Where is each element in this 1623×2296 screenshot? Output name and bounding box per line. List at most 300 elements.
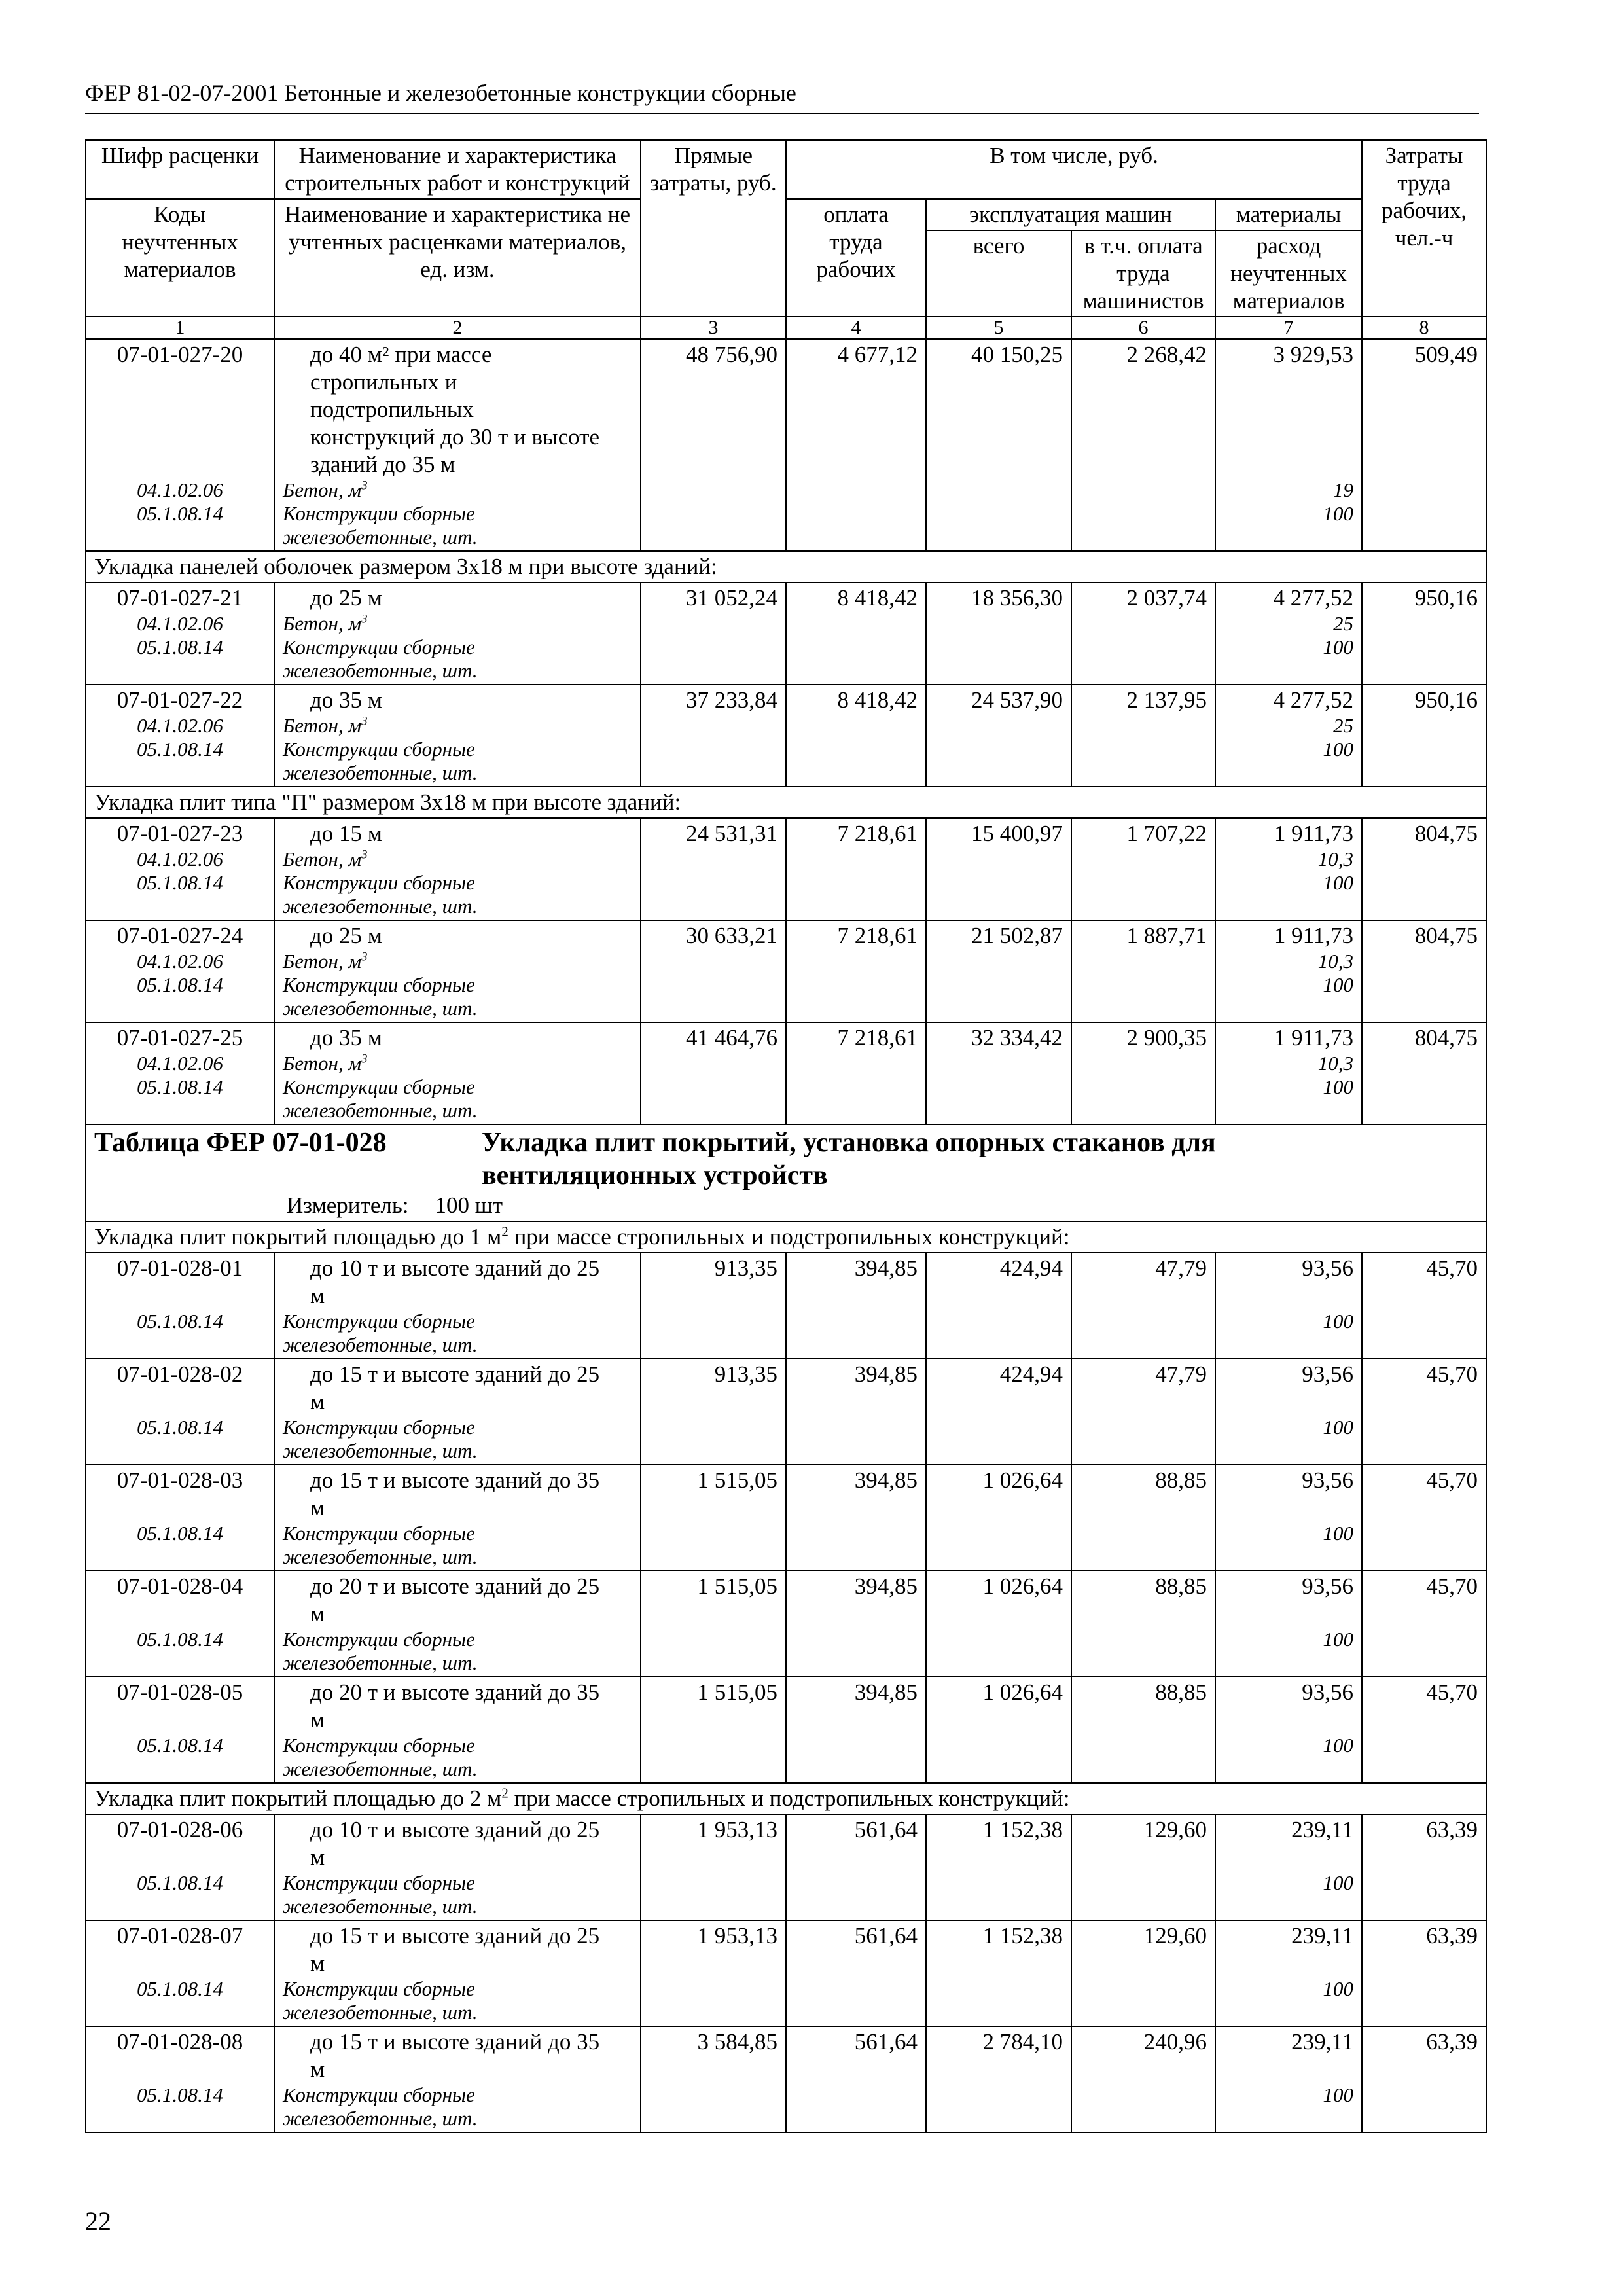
materials-cell	[1215, 1022, 1362, 1124]
precast-qty: 100	[1323, 1871, 1354, 1894]
spacer	[1224, 1600, 1353, 1628]
labor-pay-cell	[786, 920, 926, 1022]
materials-cost: 1 911,73	[1274, 923, 1354, 948]
labor-pay: 394,85	[854, 1573, 918, 1599]
material-name: Конструкции сборные	[283, 1734, 475, 1757]
direct-cost: 3 584,85	[697, 2029, 777, 2054]
precast-qty: 100	[1323, 1734, 1354, 1757]
superscript: 3	[361, 950, 368, 964]
table-row	[86, 920, 1486, 1022]
spacer	[94, 1282, 266, 1310]
material-name: железобетонные, шт.	[283, 659, 478, 682]
direct-cost: 41 464,76	[686, 1025, 777, 1050]
labor-pay-cell	[786, 1253, 926, 1359]
superscript: 3	[361, 848, 368, 862]
machines-total-cell	[926, 920, 1071, 1022]
machines-total: 21 502,87	[971, 923, 1063, 948]
labor-hours-cell	[1362, 2026, 1486, 2132]
machines-total-cell	[926, 583, 1071, 685]
spacer	[1224, 1706, 1353, 1734]
col-mat-code-label: Коды неучтенных материалов	[86, 199, 274, 317]
materials-cost: 239,11	[1291, 1923, 1354, 1948]
direct-cost-cell	[641, 583, 786, 685]
direct-cost: 913,35	[714, 1255, 777, 1281]
machinists-pay-cell	[1071, 1253, 1215, 1359]
materials-cell	[1215, 685, 1362, 787]
superscript: 3	[361, 478, 368, 493]
col-mat-name-label: Наименование и характеристика не учтенных расценками материалов, ед. изм.	[274, 199, 641, 317]
col-labor-pay-label: оплата труда рабочих	[786, 199, 926, 317]
rate-name-line: м	[310, 1601, 325, 1626]
machines-total: 32 334,42	[971, 1025, 1063, 1050]
rate-name-line: м	[310, 1844, 325, 1870]
labor-hours-cell	[1362, 1920, 1486, 2026]
rate-code-cell	[86, 339, 274, 551]
direct-cost: 48 756,90	[686, 342, 777, 367]
col-number: 5	[926, 317, 1071, 339]
labor-hours: 804,75	[1414, 821, 1478, 846]
machinists-pay: 2 037,74	[1126, 585, 1207, 611]
concrete-qty: 25	[1333, 612, 1354, 635]
spacer	[94, 1844, 266, 1871]
machinists-pay: 240,96	[1143, 2029, 1207, 2054]
rate-name-cell	[274, 818, 641, 920]
direct-cost: 24 531,31	[686, 821, 777, 846]
col-materials-sub-label: расход неучтенных материалов	[1215, 230, 1362, 317]
labor-pay: 394,85	[854, 1255, 918, 1281]
labor-hours: 950,16	[1414, 585, 1478, 611]
spacer	[94, 396, 266, 423]
material-code: 05.1.08.14	[137, 1310, 223, 1333]
material-name: Бетон, $м^3$	[283, 1052, 368, 1075]
col-incl-label: В том числе, руб.	[786, 140, 1362, 199]
labor-hours: 950,16	[1414, 687, 1478, 713]
rate-code-cell	[86, 1571, 274, 1677]
materials-cost: 4 277,52	[1273, 585, 1354, 611]
direct-cost-cell	[641, 339, 786, 551]
spacer	[94, 368, 266, 396]
machinists-pay: 2 137,95	[1126, 687, 1207, 713]
rate-code-cell	[86, 818, 274, 920]
spacer	[94, 1950, 266, 1977]
material-name: Конструкции сборные	[283, 1075, 475, 1098]
rate-code-cell	[86, 1920, 274, 2026]
section-row	[86, 787, 1486, 818]
materials-cell	[1215, 818, 1362, 920]
section-row	[86, 551, 1486, 583]
materials-cell	[1215, 1571, 1362, 1677]
direct-cost: 1 953,13	[697, 1817, 777, 1842]
labor-hours-cell	[1362, 818, 1486, 920]
machines-total: 424,94	[999, 1361, 1063, 1387]
labor-pay-cell	[786, 1677, 926, 1783]
labor-hours: 45,70	[1426, 1679, 1478, 1705]
precast-qty: 100	[1323, 1977, 1354, 2000]
table-row	[86, 339, 1486, 551]
material-name: Бетон, $м^3$	[283, 478, 368, 501]
rate-code: 07-01-028-03	[116, 1467, 243, 1493]
material-code: 05.1.08.14	[137, 1522, 223, 1545]
materials-cell	[1215, 920, 1362, 1022]
rate-name-cell	[274, 685, 641, 787]
material-code: 05.1.08.14	[137, 2083, 223, 2106]
labor-pay: 394,85	[854, 1679, 918, 1705]
machines-total-cell	[926, 1920, 1071, 2026]
measure-value: 100 шт	[435, 1193, 503, 1218]
spacer	[1224, 1950, 1353, 1977]
material-name: Конструкции сборные	[283, 2083, 475, 2106]
material-name: Конструкции сборные	[283, 1628, 475, 1651]
table-028-heading-row	[86, 1124, 1486, 1221]
col-machines-total-label: всего	[926, 230, 1071, 317]
rate-code: 07-01-027-21	[116, 585, 243, 611]
rate-code-cell	[86, 2026, 274, 2132]
rate-name-line: м	[310, 2056, 325, 2082]
labor-pay-cell	[786, 339, 926, 551]
rate-code: 07-01-027-22	[116, 687, 243, 713]
section-title: Укладка плит покрытий площадью до 1 $м^2$ при массе стропильных и подстропильных конструкций:	[86, 1221, 1486, 1253]
labor-hours: 63,39	[1426, 1923, 1478, 1948]
material-name: железобетонные, шт.	[283, 1895, 478, 1918]
machinists-pay: 2 900,35	[1126, 1025, 1207, 1050]
spacer	[1224, 451, 1353, 478]
precast-qty: 100	[1323, 738, 1354, 761]
rate-code: 07-01-027-25	[116, 1025, 243, 1050]
machinists-pay: 88,85	[1155, 1467, 1207, 1493]
direct-cost-cell	[641, 920, 786, 1022]
rate-code: 07-01-028-04	[116, 1573, 243, 1599]
labor-pay: 561,64	[854, 2029, 918, 2054]
material-code: 04.1.02.06	[137, 1052, 223, 1075]
machines-total: 1 152,38	[982, 1923, 1063, 1948]
col-number: 3	[641, 317, 786, 339]
rate-name-line: до 20 т и высоте зданий до 25	[310, 1573, 600, 1599]
rate-code: 07-01-027-23	[116, 821, 243, 846]
page-number: 22	[85, 2206, 111, 2236]
table-row	[86, 1814, 1486, 1920]
labor-pay-cell	[786, 1022, 926, 1124]
labor-hours-cell	[1362, 583, 1486, 685]
machines-total-cell	[926, 1677, 1071, 1783]
spacer	[94, 451, 266, 478]
machinists-pay-cell	[1071, 1920, 1215, 2026]
machines-total-cell	[926, 818, 1071, 920]
material-code: 04.1.02.06	[137, 612, 223, 635]
direct-cost-cell	[641, 1253, 786, 1359]
labor-pay: 7 218,61	[837, 1025, 918, 1050]
material-name: Конструкции сборные	[283, 973, 475, 996]
rate-name-line: до 15 т и высоте зданий до 35	[310, 1467, 600, 1493]
material-name: железобетонные, шт.	[283, 1099, 478, 1122]
table-row	[86, 1253, 1486, 1359]
rate-name-line: до 15 т и высоте зданий до 25	[310, 1361, 600, 1387]
spacer	[1224, 1388, 1353, 1416]
spacer	[94, 2056, 266, 2083]
material-name: Конструкции сборные	[283, 871, 475, 894]
direct-cost: 1 515,05	[697, 1679, 777, 1705]
spacer	[1224, 1494, 1353, 1522]
measure-label: Измеритель:	[287, 1193, 409, 1218]
material-code: 05.1.08.14	[137, 871, 223, 894]
machines-total: 424,94	[999, 1255, 1063, 1281]
rate-name-cell	[274, 1359, 641, 1465]
labor-pay-cell	[786, 1359, 926, 1465]
material-name: Конструкции сборные	[283, 738, 475, 761]
col-machines-label: эксплуатация машин	[926, 199, 1215, 230]
material-code: 05.1.08.14	[137, 1977, 223, 2000]
material-code: 05.1.08.14	[137, 1871, 223, 1894]
superscript: 3	[361, 612, 368, 626]
col-labor-cost-label: Затраты труда рабочих, чел.-ч	[1362, 140, 1486, 317]
material-code: 04.1.02.06	[137, 950, 223, 973]
col-materials-label: материалы	[1215, 199, 1362, 230]
materials-cost: 1 911,73	[1274, 1025, 1354, 1050]
direct-cost: 1 515,05	[697, 1467, 777, 1493]
rate-name-line: подстропильных	[310, 397, 474, 422]
labor-pay: 7 218,61	[837, 821, 918, 846]
materials-cost: 239,11	[1291, 1817, 1354, 1842]
labor-pay: 8 418,42	[837, 687, 918, 713]
labor-hours: 45,70	[1426, 1467, 1478, 1493]
rate-code-cell	[86, 1359, 274, 1465]
table-row	[86, 2026, 1486, 2132]
rate-name-line: до 25 м	[310, 923, 382, 948]
table-row	[86, 1571, 1486, 1677]
direct-cost-cell	[641, 1022, 786, 1124]
price-table	[85, 139, 1487, 2133]
rate-code-cell	[86, 1814, 274, 1920]
rate-name-cell	[274, 1022, 641, 1124]
material-code: 05.1.08.14	[137, 636, 223, 658]
material-code: 05.1.08.14	[137, 1734, 223, 1757]
col-number: 2	[274, 317, 641, 339]
machines-total: 1 026,64	[982, 1467, 1063, 1493]
section-row	[86, 1221, 1486, 1253]
machines-total-cell	[926, 1359, 1071, 1465]
direct-cost-cell	[641, 685, 786, 787]
machinists-pay-cell	[1071, 1814, 1215, 1920]
superscript: 2	[501, 1223, 508, 1240]
material-name: железобетонные, шт.	[283, 1545, 478, 1568]
rate-name-line: до 15 м	[310, 821, 382, 846]
machinists-pay: 47,79	[1155, 1255, 1207, 1281]
rate-name-cell	[274, 1920, 641, 2026]
materials-cell	[1215, 1920, 1362, 2026]
material-name: железобетонные, шт.	[283, 997, 478, 1020]
machines-total: 40 150,25	[971, 342, 1063, 367]
material-name: Бетон, $м^3$	[283, 612, 368, 635]
direct-cost-cell	[641, 818, 786, 920]
rate-name-cell	[274, 920, 641, 1022]
section-title: Укладка плит покрытий площадью до 2 $м^2$ при массе стропильных и подстропильных конструкций:	[86, 1783, 1486, 1814]
rate-name-cell	[274, 1253, 641, 1359]
material-name: Конструкции сборные	[283, 502, 475, 525]
machinists-pay-cell	[1071, 1677, 1215, 1783]
materials-cell	[1215, 1465, 1362, 1571]
labor-hours-cell	[1362, 920, 1486, 1022]
table-028-number: Таблица ФЕР 07-01-028	[94, 1128, 387, 1158]
table-028-name: Укладка плит покрытий, установка опорных стаканов для вентиляционных устройств	[482, 1128, 1216, 1191]
machines-total-cell	[926, 2026, 1071, 2132]
labor-pay-cell	[786, 2026, 926, 2132]
material-name: Конструкции сборные	[283, 1871, 475, 1894]
machinists-pay: 2 268,42	[1126, 342, 1207, 367]
precast-qty: 100	[1323, 1522, 1354, 1545]
labor-pay-cell	[786, 1571, 926, 1677]
machinists-pay-cell	[1071, 583, 1215, 685]
materials-cell	[1215, 1359, 1362, 1465]
material-code: 04.1.02.06	[137, 848, 223, 870]
materials-cell	[1215, 2026, 1362, 2132]
rate-name-cell	[274, 583, 641, 685]
labor-pay-cell	[786, 1814, 926, 1920]
direct-cost-cell	[641, 1571, 786, 1677]
material-code: 05.1.08.14	[137, 738, 223, 761]
precast-qty: 100	[1323, 2083, 1354, 2106]
rate-code-cell	[86, 1022, 274, 1124]
rate-code: 07-01-028-01	[116, 1255, 243, 1281]
rate-name-line: до 40 м² при массе	[310, 342, 492, 367]
material-name: Конструкции сборные	[283, 1977, 475, 2000]
material-name: железобетонные, шт.	[283, 1439, 478, 1462]
material-code: 05.1.08.14	[137, 1628, 223, 1651]
labor-pay-cell	[786, 583, 926, 685]
precast-qty: 100	[1323, 973, 1354, 996]
col-number: 1	[86, 317, 274, 339]
table-row	[86, 685, 1486, 787]
direct-cost: 31 052,24	[686, 585, 777, 611]
direct-cost: 37 233,84	[686, 687, 777, 713]
table-row	[86, 1359, 1486, 1465]
spacer	[1224, 1844, 1353, 1871]
materials-cell	[1215, 583, 1362, 685]
labor-pay: 394,85	[854, 1361, 918, 1387]
rate-name-cell	[274, 1814, 641, 1920]
rate-name-cell	[274, 1465, 641, 1571]
column-number-row	[86, 317, 1486, 339]
table-row	[86, 1022, 1486, 1124]
rate-code: 07-01-028-07	[116, 1923, 243, 1948]
direct-cost-cell	[641, 1465, 786, 1571]
precast-qty: 100	[1323, 871, 1354, 894]
material-code: 05.1.08.14	[137, 973, 223, 996]
spacer	[94, 1494, 266, 1522]
rate-name-line: до 10 т и высоте зданий до 25	[310, 1255, 600, 1281]
direct-cost: 1 515,05	[697, 1573, 777, 1599]
materials-cost: 93,56	[1302, 1361, 1354, 1387]
labor-hours-cell	[1362, 1814, 1486, 1920]
rate-name-cell	[274, 339, 641, 551]
table-028-measure	[94, 1192, 1478, 1219]
section-row	[86, 1783, 1486, 1814]
labor-hours-cell	[1362, 685, 1486, 787]
labor-hours-cell	[1362, 1253, 1486, 1359]
concrete-qty: 19	[1333, 478, 1354, 501]
materials-cost: 3 929,53	[1273, 342, 1354, 367]
direct-cost-cell	[641, 1814, 786, 1920]
direct-cost: 30 633,21	[686, 923, 777, 948]
machinists-pay: 88,85	[1155, 1573, 1207, 1599]
machinists-pay-cell	[1071, 685, 1215, 787]
rate-name-line: м	[310, 1707, 325, 1732]
machinists-pay: 1 887,71	[1126, 923, 1207, 948]
superscript: 2	[501, 1785, 508, 1801]
spacer	[1224, 423, 1353, 451]
rate-name-line: м	[310, 1389, 325, 1414]
direct-cost: 913,35	[714, 1361, 777, 1387]
table-row	[86, 818, 1486, 920]
rate-name-line: м	[310, 1495, 325, 1520]
direct-cost-cell	[641, 1920, 786, 2026]
table-row	[86, 583, 1486, 685]
precast-qty: 100	[1323, 1075, 1354, 1098]
labor-pay-cell	[786, 685, 926, 787]
machines-total: 1 026,64	[982, 1679, 1063, 1705]
rate-code-cell	[86, 583, 274, 685]
rate-name-line: м	[310, 1283, 325, 1308]
material-name: железобетонные, шт.	[283, 2107, 478, 2130]
material-name: железобетонные, шт.	[283, 526, 478, 548]
material-name: железобетонные, шт.	[283, 1333, 478, 1356]
table-028-heading	[86, 1124, 1486, 1221]
machinists-pay: 47,79	[1155, 1361, 1207, 1387]
direct-cost-cell	[641, 1359, 786, 1465]
materials-cost: 1 911,73	[1274, 821, 1354, 846]
material-name: железобетонные, шт.	[283, 2001, 478, 2024]
direct-cost-cell	[641, 2026, 786, 2132]
machinists-pay-cell	[1071, 1359, 1215, 1465]
labor-hours: 804,75	[1414, 923, 1478, 948]
spacer	[94, 1388, 266, 1416]
labor-pay: 7 218,61	[837, 923, 918, 948]
machinists-pay: 129,60	[1143, 1817, 1207, 1842]
material-name: Конструкции сборные	[283, 1416, 475, 1439]
material-code: 05.1.08.14	[137, 1075, 223, 1098]
document-header: ФЕР 81-02-07-2001 Бетонные и железобетонные конструкции сборные	[85, 73, 1479, 114]
col-code-label: Шифр расценки	[86, 140, 274, 199]
col-machinists-label: в т.ч. оплата труда машинистов	[1071, 230, 1215, 317]
rate-code: 07-01-028-02	[116, 1361, 243, 1387]
spacer	[1224, 396, 1353, 423]
material-code: 05.1.08.14	[137, 1416, 223, 1439]
rate-name-line: зданий до 35 м	[310, 452, 455, 477]
spacer	[1224, 2056, 1353, 2083]
rate-name-line: до 25 м	[310, 585, 382, 611]
rate-name-line: до 15 т и высоте зданий до 35	[310, 2029, 600, 2054]
machinists-pay: 129,60	[1143, 1923, 1207, 1948]
material-code: 04.1.02.06	[137, 478, 223, 501]
machinists-pay-cell	[1071, 920, 1215, 1022]
labor-hours-cell	[1362, 1677, 1486, 1783]
rate-name-line: до 20 т и высоте зданий до 35	[310, 1679, 600, 1705]
materials-cell	[1215, 1677, 1362, 1783]
materials-cost: 239,11	[1291, 2029, 1354, 2054]
materials-cell	[1215, 1814, 1362, 1920]
machinists-pay-cell	[1071, 2026, 1215, 2132]
precast-qty: 100	[1323, 1310, 1354, 1333]
col-number: 7	[1215, 317, 1362, 339]
labor-pay: 561,64	[854, 1923, 918, 1948]
labor-hours-cell	[1362, 1022, 1486, 1124]
rate-name-line: м	[310, 1950, 325, 1976]
rate-code: 07-01-028-06	[116, 1817, 243, 1842]
col-name-label: Наименование и характеристика строительных работ и конструкций	[274, 140, 641, 199]
spacer	[94, 1600, 266, 1628]
precast-qty: 100	[1323, 1628, 1354, 1651]
material-name: железобетонные, шт.	[283, 895, 478, 918]
material-name: Конструкции сборные	[283, 1310, 475, 1333]
rate-name-cell	[274, 1571, 641, 1677]
